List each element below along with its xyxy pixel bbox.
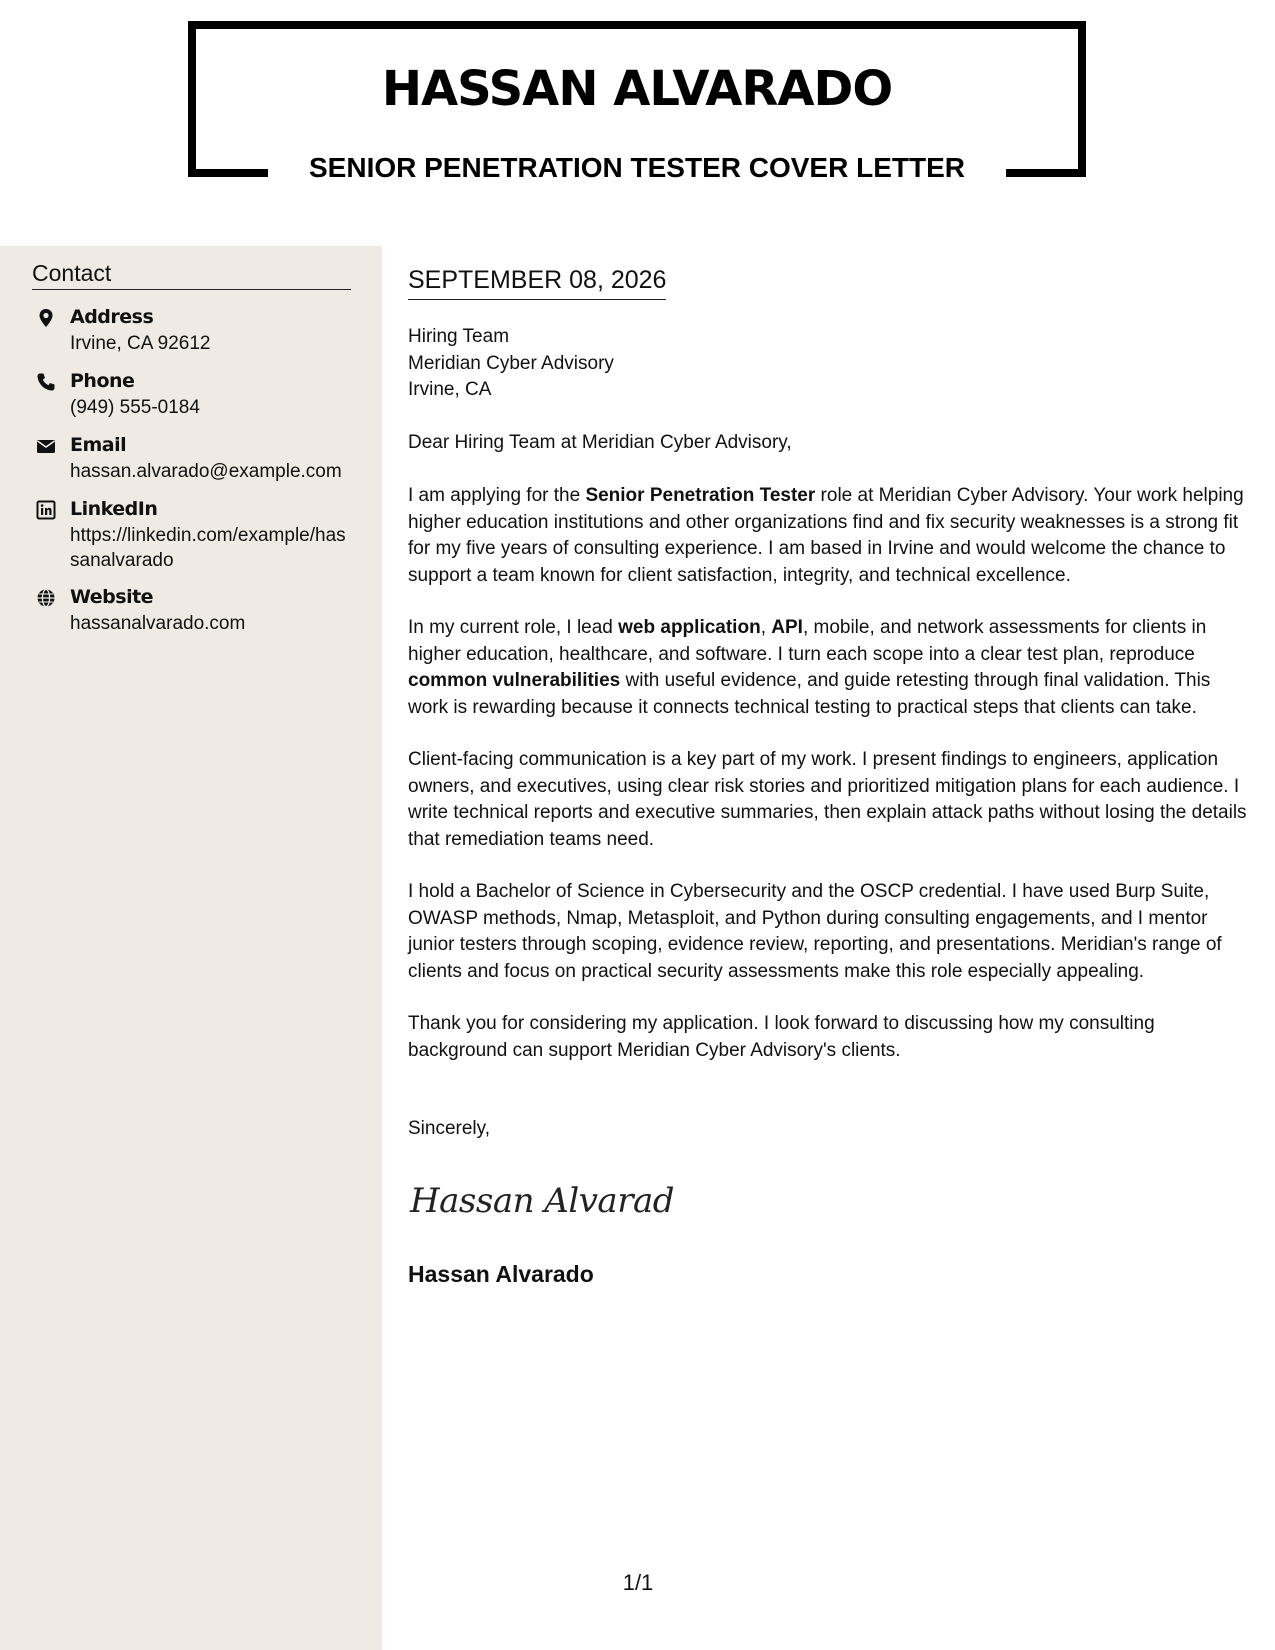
globe-icon <box>36 588 56 608</box>
letter-date: SEPTEMBER 08, 2026 <box>408 266 666 300</box>
contact-label: Phone <box>70 370 135 392</box>
contact-value: hassan.alvarado@example.com <box>70 461 342 482</box>
contact-value: (949) 555-0184 <box>70 397 200 418</box>
linkedin-icon <box>36 500 56 520</box>
phone-icon <box>36 372 56 392</box>
paragraph-4: I hold a Bachelor of Science in Cybersecurity and the OSCP credential. I have used Burp Suite, OWASP methods, Nmap, Metasploit, and Python during consulting engagements, and I mentor junior testers through scoping, evidence review, reporting, and presentations. Meridian's range of clients and focus on practical security assessments make this role especially appealing. <box>408 881 1222 982</box>
paragraph-2 <box>408 615 1250 721</box>
contact-sidebar <box>0 246 382 1650</box>
bold-text-run: common vulnerabilities <box>408 670 621 691</box>
contact-value: https://linkedin.com/example/hassanalvarado <box>70 525 346 571</box>
contact-label: Address <box>70 306 154 328</box>
location-pin-icon <box>36 308 56 328</box>
handwritten-signature <box>408 1176 678 1226</box>
closing: Sincerely, <box>408 1118 491 1139</box>
contact-heading: Contact <box>32 260 351 290</box>
paragraph-5: Thank you for considering my application. I look forward to discussing how my consulting background can support Meridian Cyber Advisory's clients. <box>408 1013 1155 1061</box>
contact-value: hassanalvarado.com <box>70 613 246 634</box>
bold-text-run: API <box>771 617 803 638</box>
paragraph-1 <box>408 483 1250 589</box>
contact-label: Email <box>70 434 127 456</box>
bold-text-run: Senior Penetration Tester <box>585 485 816 506</box>
page-number: 1/1 <box>622 1570 654 1595</box>
document-subtitle: SENIOR PENETRATION TESTER COVER LETTER <box>309 152 965 183</box>
recipient-block <box>408 324 614 404</box>
text-run: , <box>760 617 772 638</box>
recipient-line: Irvine, CA <box>408 379 492 400</box>
envelope-icon <box>36 436 56 456</box>
text-run: I am applying for the <box>408 485 586 506</box>
signature-text: Hassan Alvarad <box>410 1181 674 1221</box>
salutation: Dear Hiring Team at Meridian Cyber Advisory, <box>408 432 792 453</box>
text-run: , mobile, and network assessments for clients in higher education, healthcare, and software. I turn each scope into a clear test plan, reproduce <box>408 617 1207 665</box>
contact-label: LinkedIn <box>70 498 158 520</box>
recipient-line: Hiring Team <box>408 326 510 347</box>
text-run: with useful evidence, and guide retesting through final validation. This work is rewarding because it connects technical testing to practical steps that clients can take. <box>408 670 1211 718</box>
applicant-name-title: HASSAN ALVARADO <box>381 61 893 117</box>
recipient-line: Meridian Cyber Advisory <box>408 352 614 374</box>
frame-top-border <box>188 21 1086 29</box>
text-run: In my current role, I lead <box>408 617 619 638</box>
text-run: role at Meridian Cyber Advisory. Your work helping higher education institutions and other organizations find and fix security weaknesses is a strong fit for my five years of consulting experience. I am based in Irvine and would welcome the chance to support a team known for client satisfaction, integrity, and technical excellence. <box>408 485 1244 586</box>
contact-value: Irvine, CA 92612 <box>70 333 211 354</box>
header-frame <box>188 21 1086 183</box>
paragraph-3: Client-facing communication is a key part of my work. I present findings to engineers, application owners, and executives, using clear risk stories and prioritized mitigation plans for each audience. I write technical reports and executive summaries, then explain attack paths without losing the details that remediation teams need. <box>408 749 1247 850</box>
signer-name: Hassan Alvarado <box>408 1261 594 1287</box>
bold-text-run: web application <box>618 617 761 638</box>
contact-label: Website <box>70 586 154 608</box>
